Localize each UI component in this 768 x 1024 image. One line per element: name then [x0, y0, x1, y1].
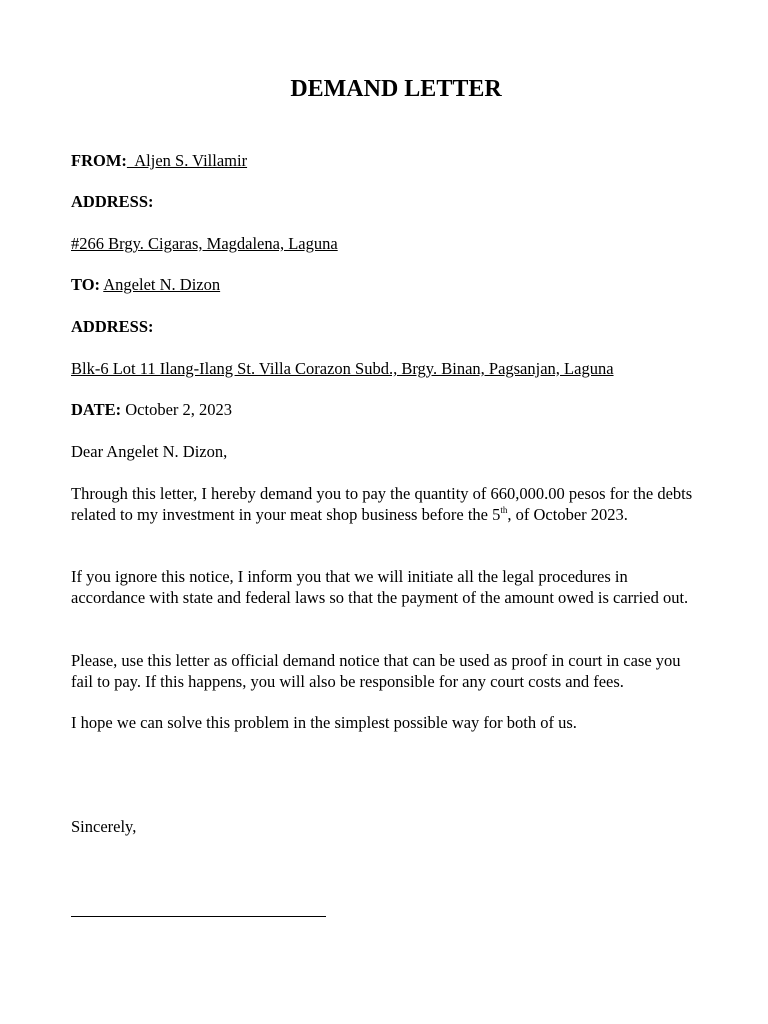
date-line	[71, 400, 232, 421]
paragraph-proof: Please, use this letter as official demand notice that can be used as proof in court in case you fail to pay. If this happens, you will also be responsible for any court costs and fees.	[71, 651, 681, 691]
date-label: DATE:	[71, 400, 122, 419]
sender-address-line	[71, 234, 338, 255]
recipient-address: Blk-6 Lot 11 Ilang-Ilang St. Villa Corazon Subd., Brgy. Binan, Pagsanjan, Laguna	[71, 359, 614, 378]
address-label: ADDRESS:	[71, 192, 154, 211]
ordinal-suffix: th	[500, 504, 508, 515]
paragraph-closing-hope: I hope we can solve this problem in the simplest possible way for both of us.	[71, 713, 577, 732]
paragraph-demand-end: , of October 2023.	[507, 504, 628, 524]
recipient-address-label	[71, 317, 154, 338]
recipient-address-line	[71, 359, 614, 380]
sender-address-label	[71, 192, 154, 213]
recipient-name: Angelet N. Dizon	[103, 275, 221, 294]
salutation: Dear Angelet N. Dizon,	[71, 442, 228, 461]
address-label: ADDRESS:	[71, 317, 154, 336]
to-label: TO:	[71, 275, 101, 294]
signature-line	[71, 916, 326, 917]
from-line	[71, 151, 247, 172]
paragraph-demand	[71, 484, 697, 525]
to-line	[71, 275, 220, 296]
closing: Sincerely,	[71, 817, 137, 836]
from-label: FROM:	[71, 151, 127, 170]
date-value: October 2, 2023	[125, 400, 233, 419]
document-title: DEMAND LETTER	[290, 76, 502, 102]
letter-page	[71, 0, 697, 1024]
paragraph-demand-text: Through this letter, I hereby demand you to pay the quantity of 660,000.00 pesos for the debts related to my investment in your meat shop business before the 5	[71, 484, 693, 524]
sender-address: #266 Brgy. Cigaras, Magdalena, Laguna	[71, 234, 338, 253]
sender-name: Aljen S. Villamir	[126, 151, 248, 170]
paragraph-legal-notice: If you ignore this notice, I inform you that we will initiate all the legal procedures in accordance with state and federal laws so that the payment of the amount owed is carried out.	[71, 567, 689, 607]
